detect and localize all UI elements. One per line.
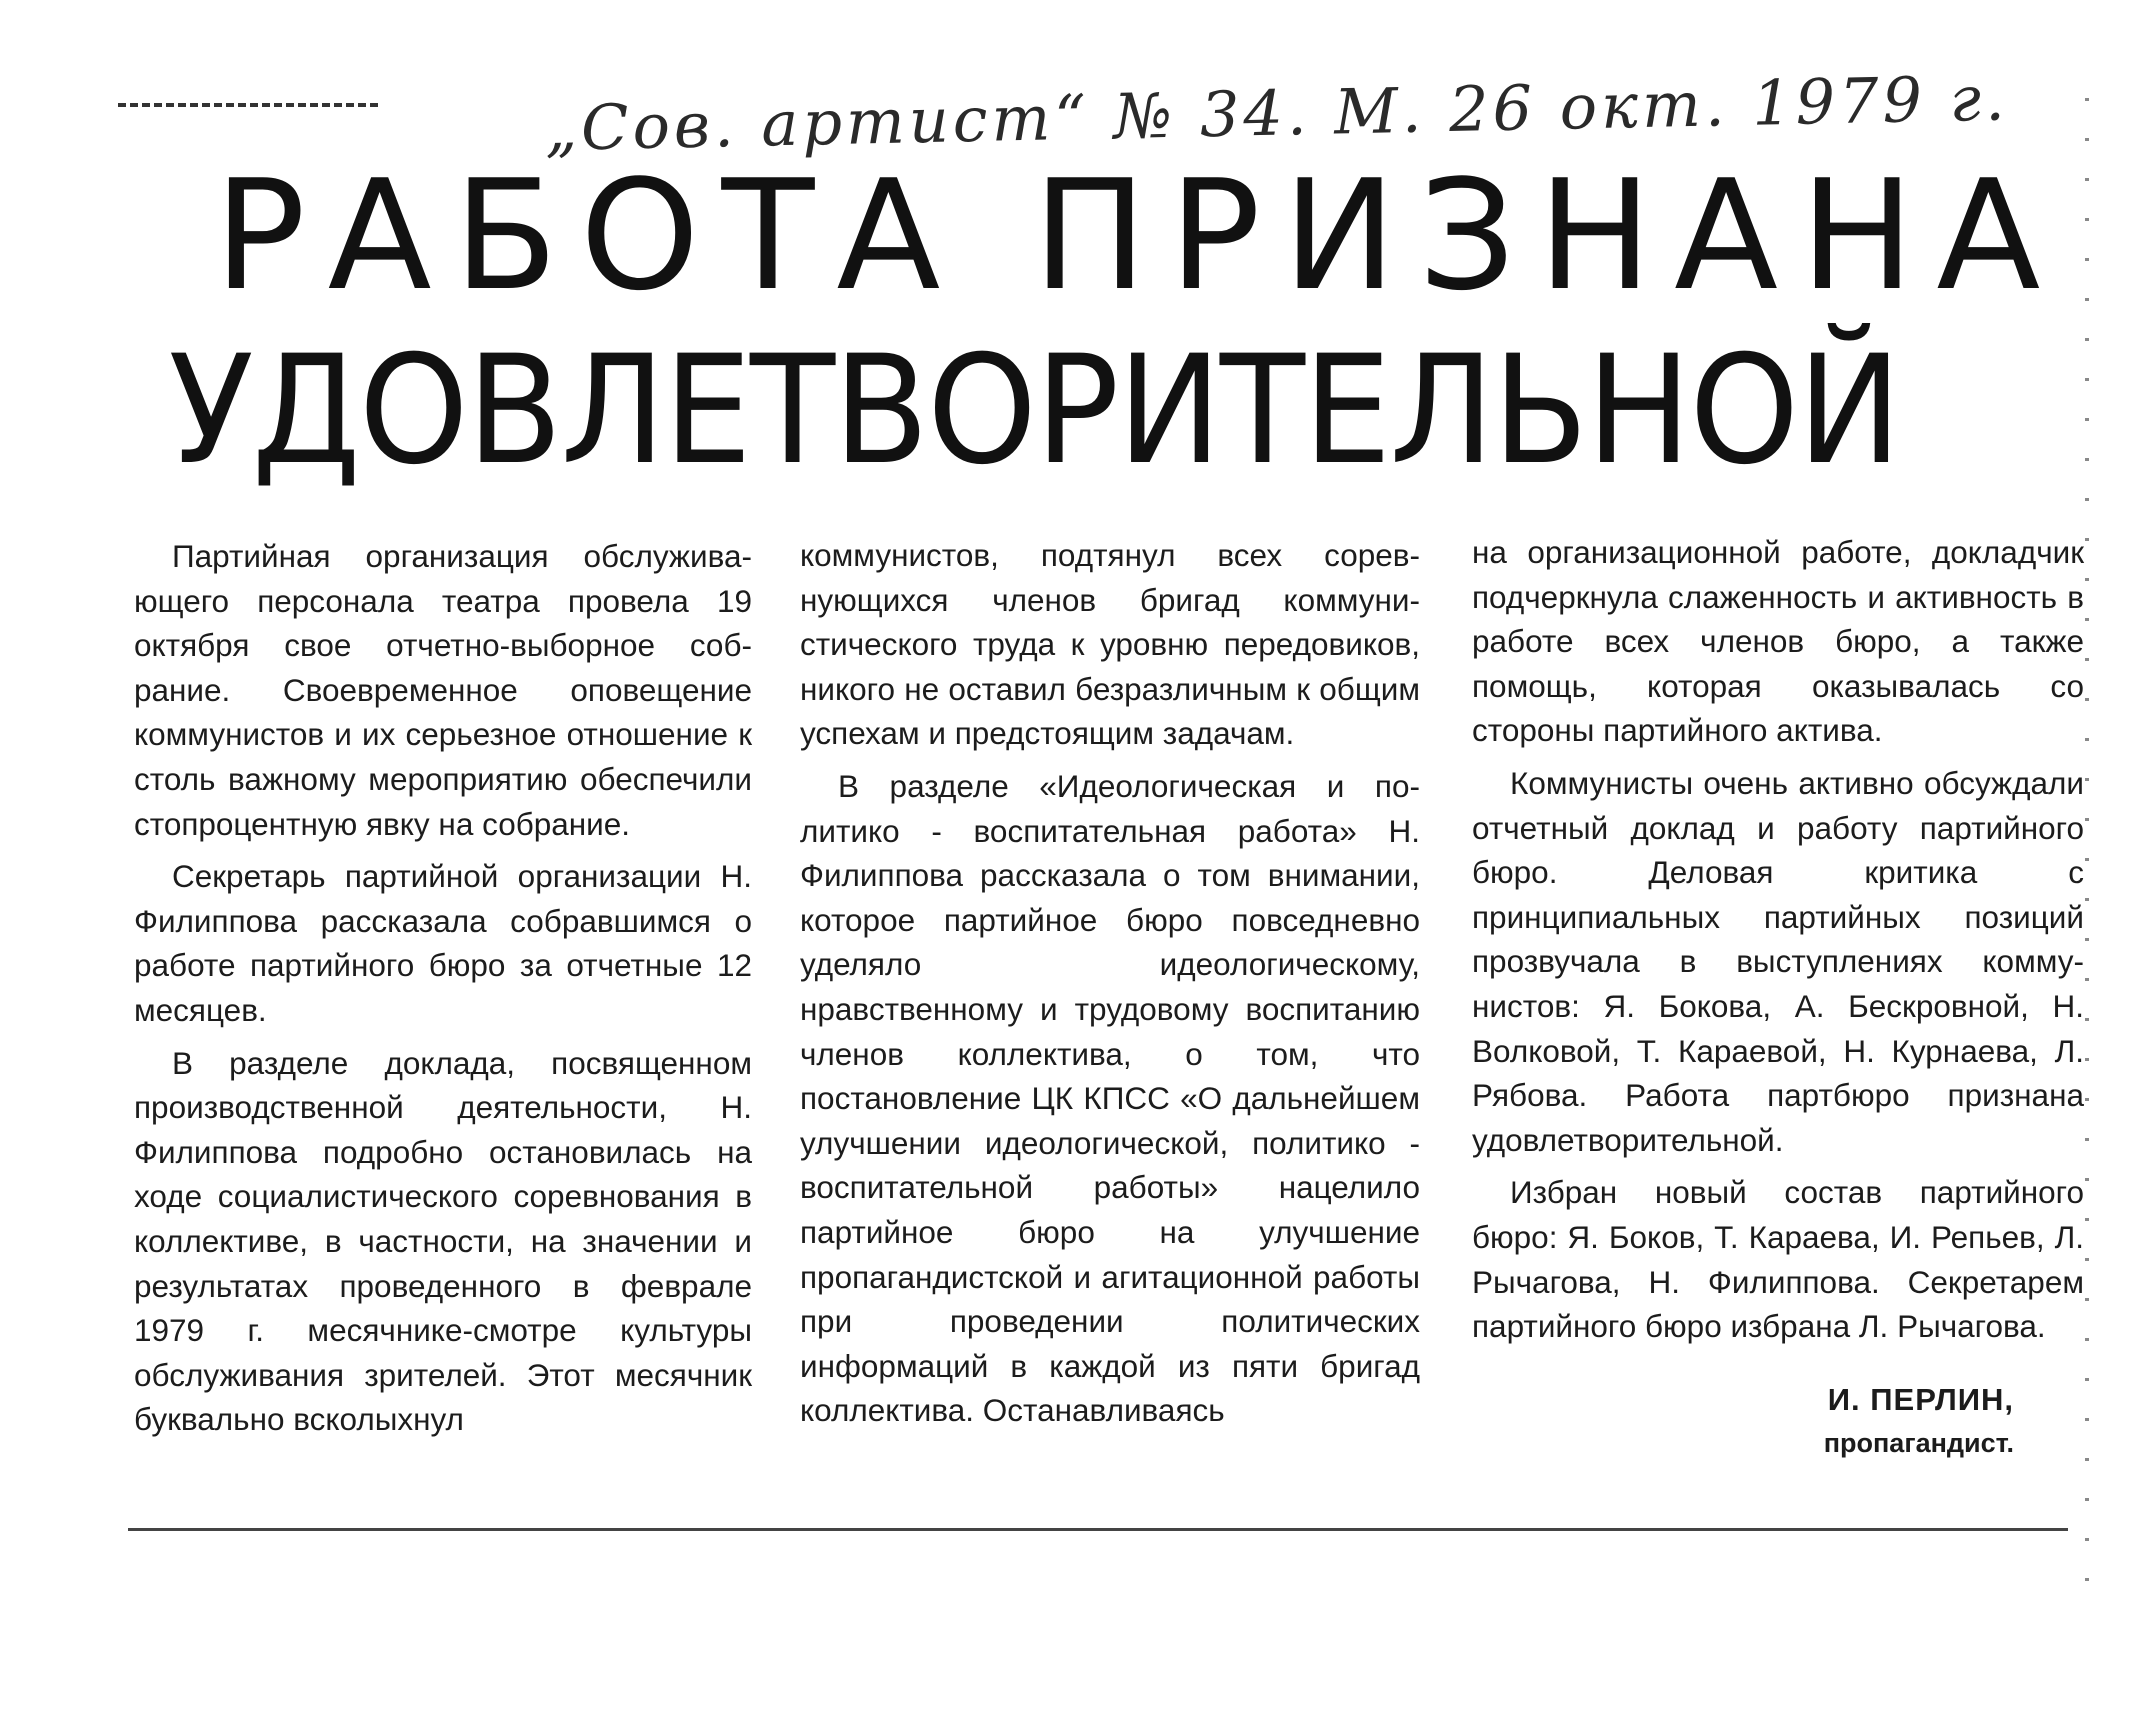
paragraph: коммунистов, подтянул всех соревнующихся членов бригад коммунистического труда к уровню передовиков, никого не оставил безразличным к общим успехам и предстоящим задачам.	[800, 537, 1420, 752]
paragraph: В разделе доклада, посвященном производственной деятельности, Н. Филиппова подробно остановилась на ходе социалистического соревнования в коллективе, в частности, на значении и результатах проведенного в феврале 1979 г. месячнике-смотре культуры обслуживания зрителей. Этот месячник буквально всколыхнул	[134, 1044, 752, 1438]
paragraph: Секретарь партийной организации Н. Филиппова рассказала собравшимся о работе партийного бюро за отчетные 12 месяцев.	[134, 858, 752, 1028]
right-edge-marks	[2085, 98, 2089, 1588]
bottom-rule	[128, 1528, 2068, 1531]
paragraph: Партийная организация обслуживающего персонала театра провела 19 октября свое отчетно-выборное собрание. Своевременное оповещение коммунистов и их серьезное отношение к столь важному мероприятию обеспечили стопроцентную явку на собрание.	[134, 538, 752, 842]
paragraph: Избран новый состав партийного бюро: Я. Боков, Т. Караева, И. Репьев, Л. Рычагова, Н. Филиппова. Секретарем партийного бюро избрана Л. Рычагова.	[1472, 1174, 2084, 1345]
paragraph: В разделе «Идеологическая и политико - воспитательная работа» Н. Филиппова рассказала о том внимании, которое партийное бюро повседневно уделяло идеологическому, нравственному и трудовому воспитанию членов коллектива, о том, что постановление ЦК КПСС «О дальнейшем улучшении идеологической, политико - воспитательной работы» нацелило партийное бюро на улучшение пропагандистской и агитационной работы при проведении политических информаций в каждой из пяти бригад коллектива. Останавливаясь	[800, 767, 1420, 1429]
article-column-1	[134, 534, 752, 1450]
paragraph: Коммунисты очень активно обсуждали отчетный доклад и работу партийного бюро. Деловая критика с принципиальных партийных позиций прозвучала в выступлениях коммунистов: Я. Бокова, А. Бескровной, Н. Волковой, Т. Караевой, Н. Курнаева, Л. Рябова. Работа партбюро признана удовлетворительной.	[1472, 764, 2084, 1158]
headline-line-1: РАБОТА ПРИЗНАНА	[214, 147, 2063, 324]
paragraph: на организационной работе, докладчик подчеркнула слаженность и активность в работе всех членов бюро, а также помощь, которая оказывалась со стороны партийного актива.	[1472, 534, 2084, 749]
article-column-2	[800, 533, 1420, 1441]
headline	[150, 147, 2063, 500]
handwritten-source-note: „Сов. артист“ № 34. М. 26 окт. 1979 г.	[544, 61, 2010, 165]
signature	[1472, 1377, 2084, 1463]
headline-line-2: УДОВЛЕТВОРИТЕЛЬНОЙ	[168, 324, 1900, 498]
top-dashed-rule	[118, 103, 378, 107]
author-role: пропагандист.	[1823, 1427, 2014, 1458]
author-name: И. ПЕРЛИН,	[1827, 1381, 2014, 1417]
article-column-3	[1472, 530, 2084, 1463]
